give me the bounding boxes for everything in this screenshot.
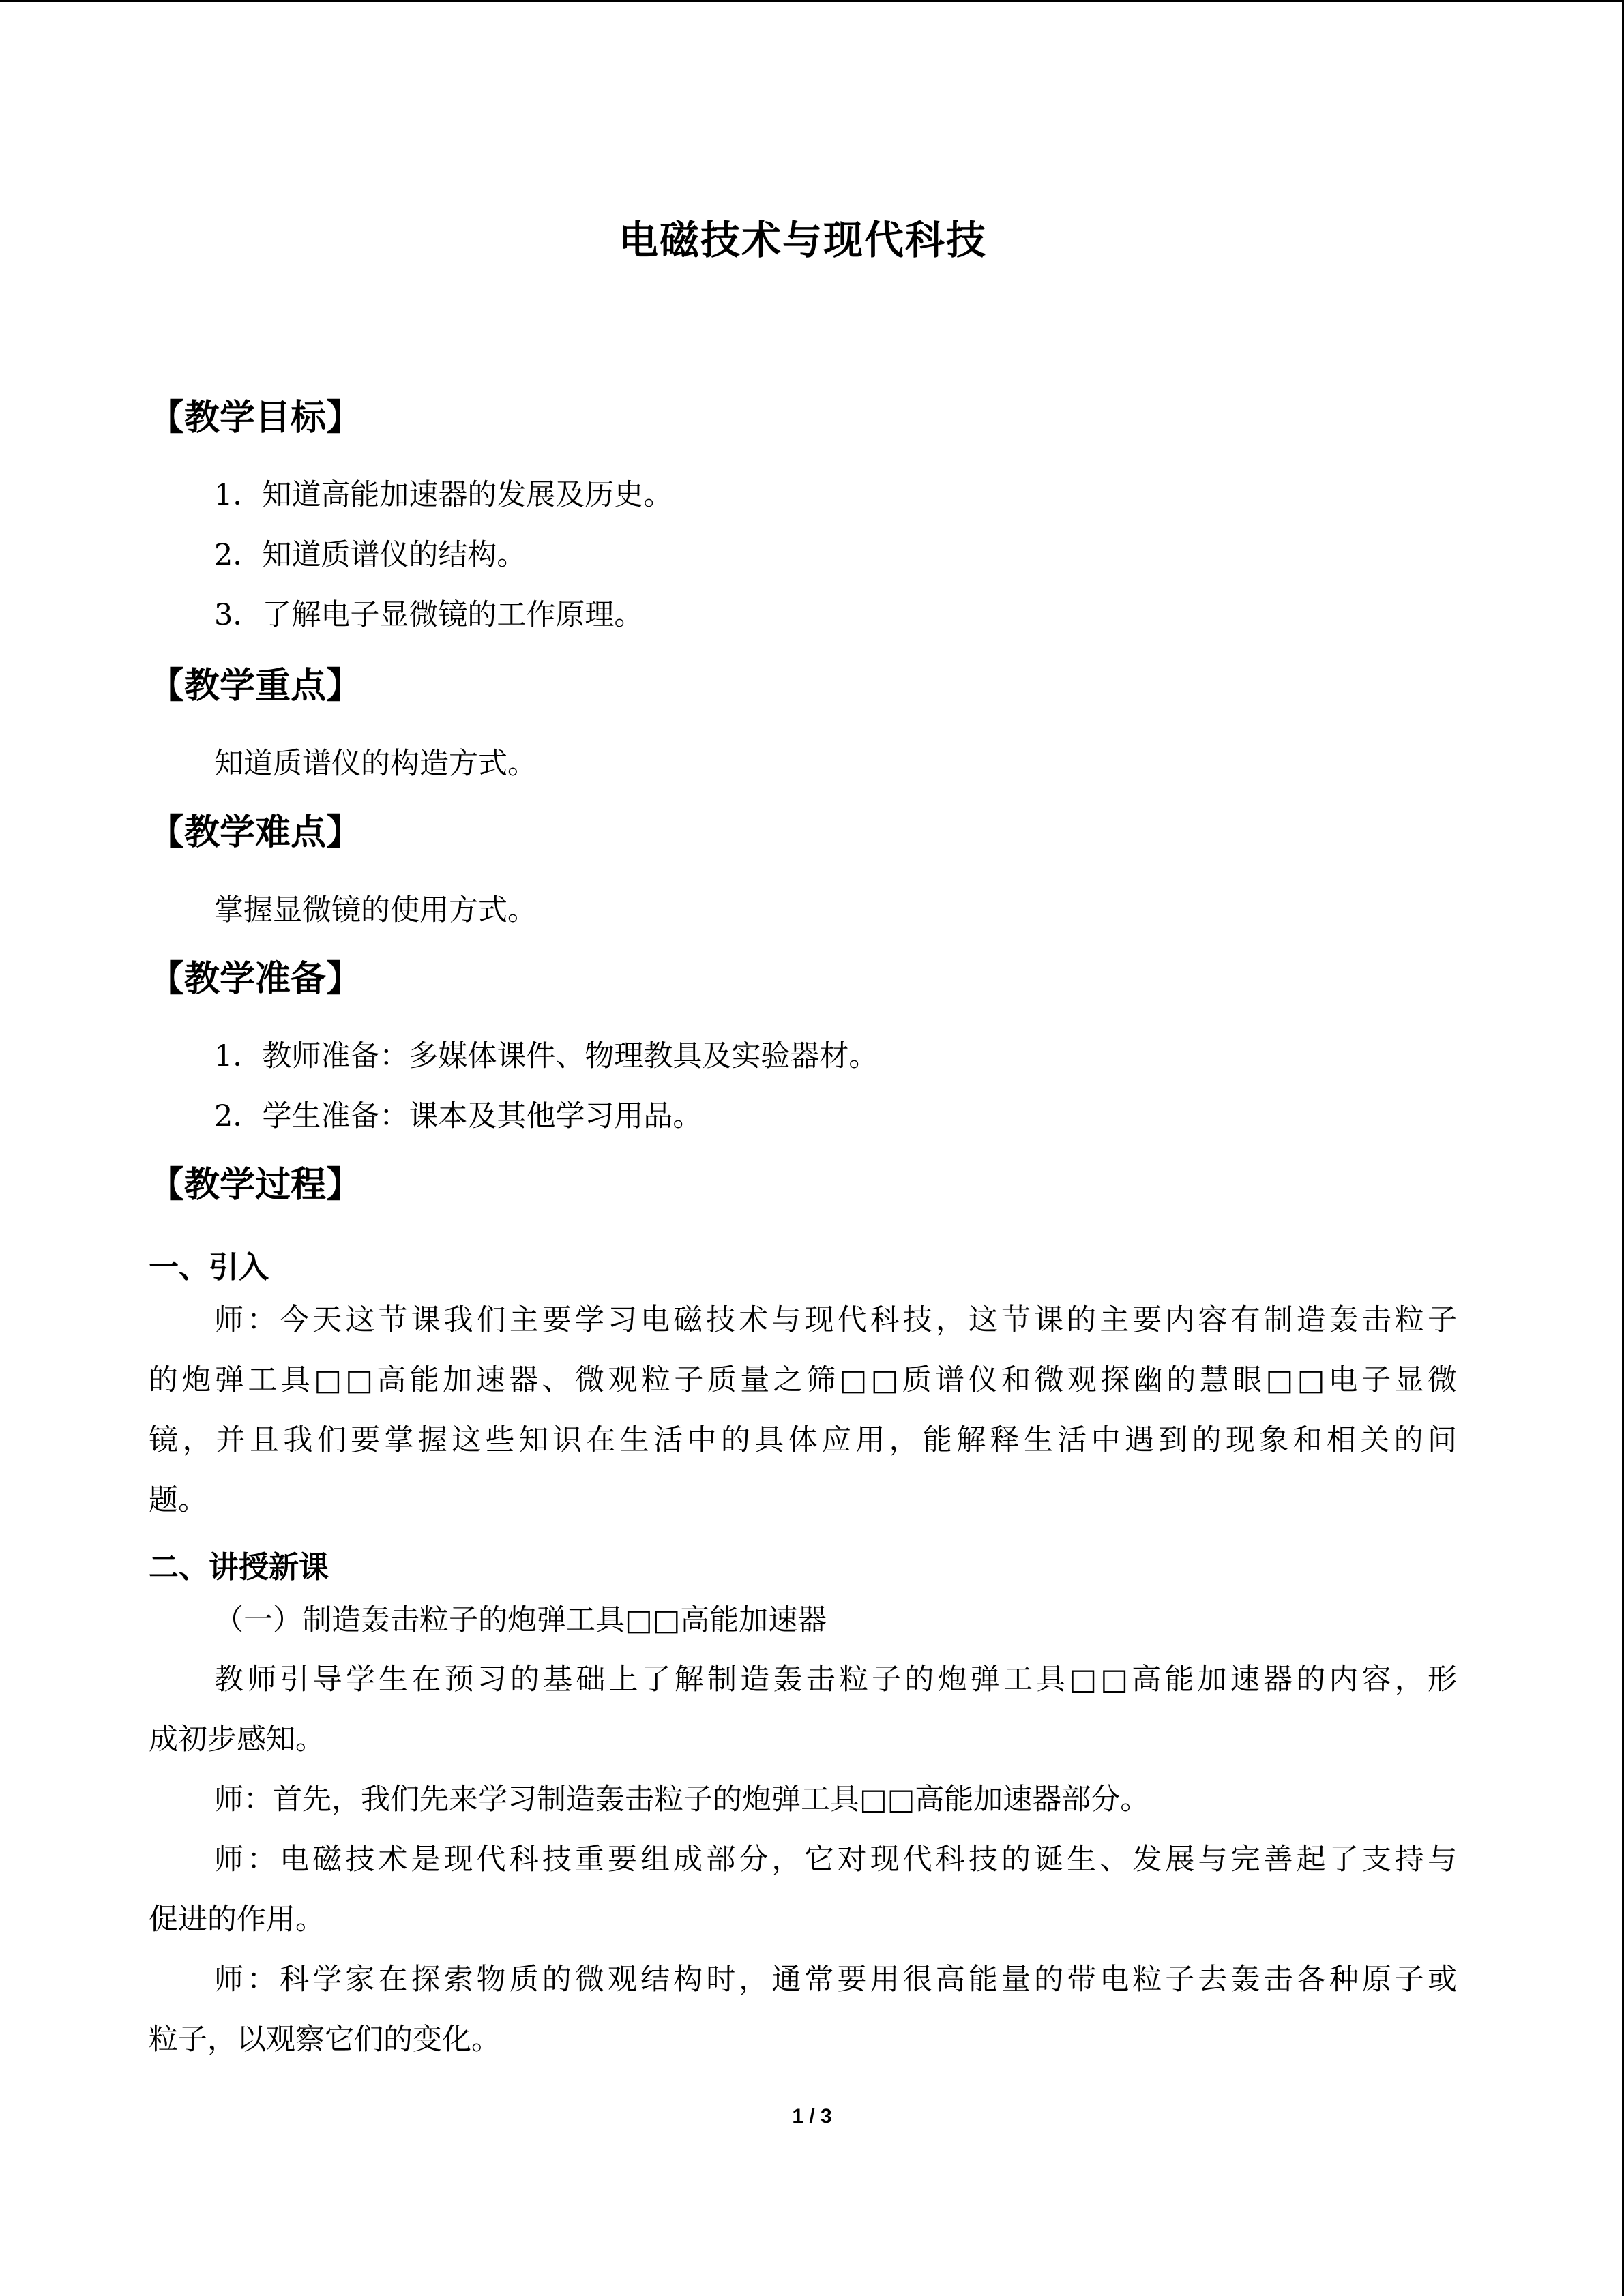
objective-item-2: 2．知道质谱仪的结构。 xyxy=(214,538,527,572)
new-lesson-heading: 二、讲授新课 xyxy=(149,1550,329,1585)
intro-heading: 一、引入 xyxy=(149,1250,269,1285)
objective-item-3: 3．了解电子显微镜的工作原理。 xyxy=(214,598,644,632)
objectives-heading: 【教学目标】 xyxy=(149,398,362,438)
para1-line-2: 成初步感知。 xyxy=(149,1723,325,1757)
page-number: 1 / 3 xyxy=(792,2105,832,2128)
intro-line-1: 师：今天这节课我们主要学习电磁技术与现代科技，这节课的主要内容有制造轰击粒子 xyxy=(214,1303,1457,1337)
para3-line-1: 师：电磁技术是现代科技重要组成部分，它对现代科技的诞生、发展与完善起了支持与 xyxy=(214,1843,1457,1877)
preparation-item-1: 1．教师准备：多媒体课件、物理教具及实验器材。 xyxy=(214,1039,879,1073)
key-points-heading: 【教学重点】 xyxy=(149,666,362,706)
para2-line: 师：首先，我们先来学习制造轰击粒子的炮弹工具□□高能加速器部分。 xyxy=(214,1783,1150,1817)
para4-line-2: 粒子，以观察它们的变化。 xyxy=(149,2023,501,2057)
document-title: 电磁技术与现代科技 xyxy=(618,217,987,263)
para3-line-2: 促进的作用。 xyxy=(149,1903,325,1937)
key-points-text: 知道质谱仪的构造方式。 xyxy=(214,747,537,781)
new-lesson-subsection: （一）制造轰击粒子的炮弹工具□□高能加速器 xyxy=(214,1603,827,1637)
preparation-item-2: 2．学生准备：课本及其他学习用品。 xyxy=(214,1099,703,1133)
intro-line-2: 的炮弹工具□□高能加速器、微观粒子质量之筛□□质谱仪和微观探幽的慧眼□□电子显微 xyxy=(149,1363,1457,1397)
difficulties-heading: 【教学难点】 xyxy=(149,812,362,853)
para4-line-1: 师：科学家在探索物质的微观结构时，通常要用很高能量的带电粒子去轰击各种原子或 xyxy=(214,1963,1457,1997)
intro-line-4: 题。 xyxy=(149,1483,207,1517)
preparation-heading: 【教学准备】 xyxy=(149,959,362,1000)
para1-line-1: 教师引导学生在预习的基础上了解制造轰击粒子的炮弹工具□□高能加速器的内容，形 xyxy=(214,1663,1457,1697)
process-heading: 【教学过程】 xyxy=(149,1165,362,1206)
objective-item-1: 1．知道高能加速器的发展及历史。 xyxy=(214,478,673,512)
difficulties-text: 掌握显微镜的使用方式。 xyxy=(214,893,537,927)
intro-line-3: 镜，并且我们要掌握这些知识在生活中的具体应用，能解释生活中遇到的现象和相关的问 xyxy=(149,1423,1457,1457)
